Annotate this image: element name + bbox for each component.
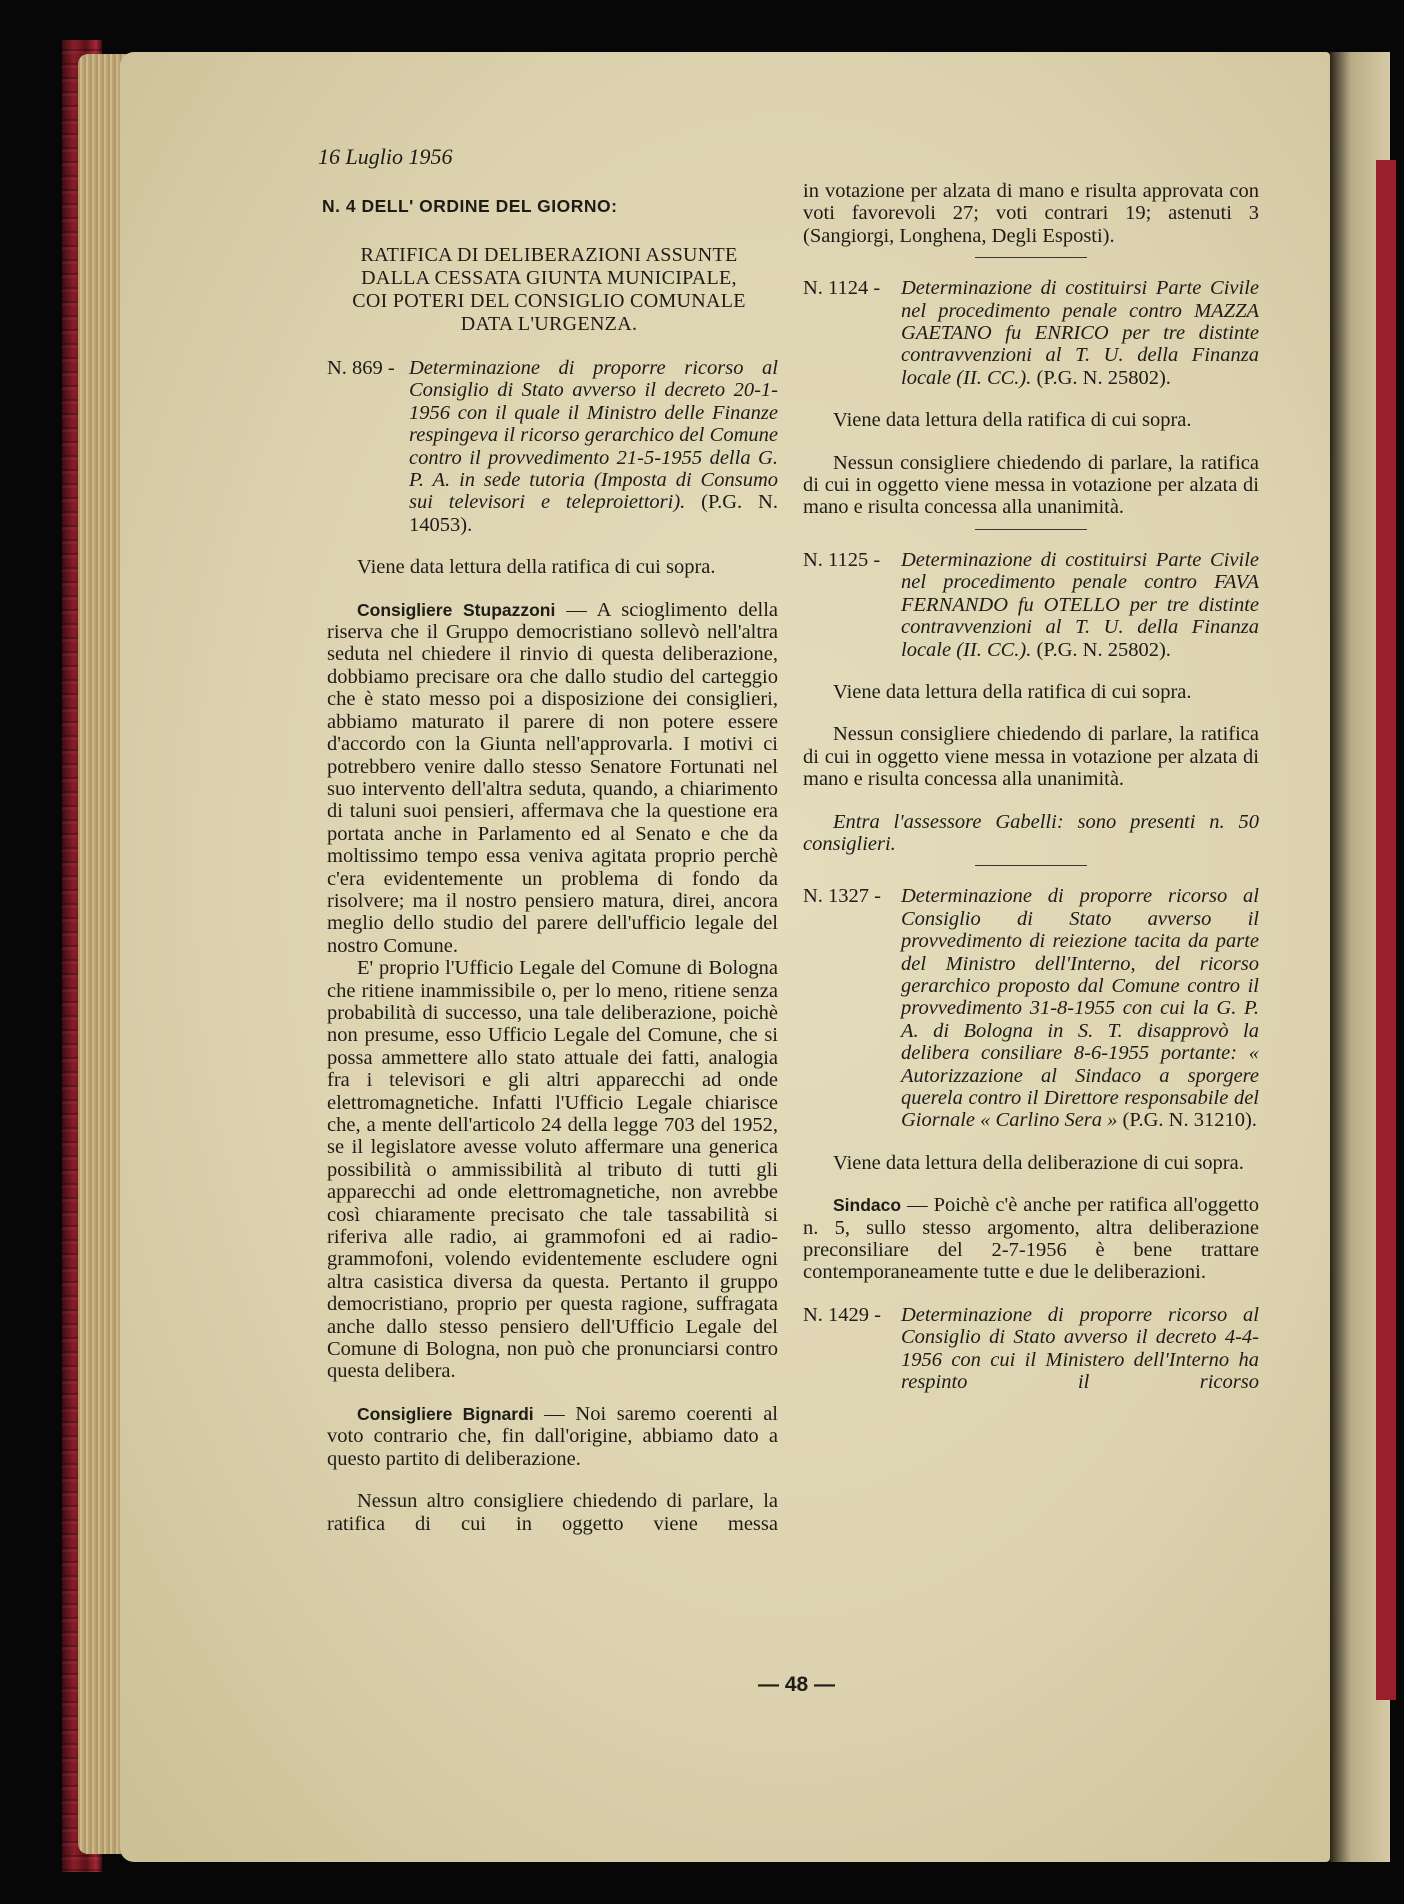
attendance-note: Entra l'assessore Gabelli: sono presenti n. 50 consiglieri.	[803, 810, 1259, 855]
deliberation-1124	[803, 277, 1259, 389]
cover-edge	[1376, 160, 1396, 1700]
protocol-number: (P.G. N. 14053).	[409, 491, 778, 536]
reading-note: Viene data lettura della ratifica di cui sopra.	[833, 680, 1192, 703]
vote-result: in votazione per alzata di mano e risulta approvata con voti favorevoli 27; voti contrari 19; astenuti 3 (Sangiorgi, Longhena, Degli Esposti).	[803, 180, 1259, 247]
deliberation-number: N. 1124 -	[803, 277, 881, 300]
deliberation-1125	[803, 549, 1259, 661]
right-column	[803, 180, 1259, 1393]
vote-result: Nessun consigliere chiedendo di parlare, la ratifica di cui in oggetto viene messa in votazione per alzata di mano e risulta concessa alla unanimità.	[803, 451, 1259, 519]
reading-note: Viene data lettura della ratifica di cui sopra.	[833, 409, 1192, 432]
deliberation-number: N. 1327 -	[803, 885, 882, 908]
deliberation-description: Determinazione di proporre ricorso al Consiglio di Stato avverso il decreto 4-4-1956 con cui il Ministero dell'Interno ha respinto il ricorso	[901, 1303, 1259, 1394]
protocol-number: (P.G. N. 31210).	[1122, 1109, 1257, 1132]
deliberation-1327	[803, 885, 1259, 1131]
reading-note: Viene data lettura della ratifica di cui sopra.	[357, 556, 716, 579]
title-line: DATA L'URGENZA.	[460, 313, 638, 335]
deliberation-number: N. 1429 -	[803, 1303, 882, 1326]
deliberation-description: Determinazione di proporre ricorso al Consiglio di Stato avverso il decreto 20-1-1956 con il quale il Ministro delle Finanze respingeva il ricorso gerarchico del Comune contro il provvedimento 21-5-1955 della G. P. A. in sede tutoria (Imposta di Consumo sui televisori e teleproiettori).	[409, 357, 778, 514]
deliberation-1429	[803, 1304, 1259, 1394]
speech-stupazzoni	[327, 599, 778, 958]
speech-paragraph: E' proprio l'Ufficio Legale del Comune di Bologna che ritiene inammissibile o, per lo meno, ritiene senza probabilità di successo, una tale deliberazione, poichè non presume, esso Ufficio Legale del Comune, che si possa ammettere allo stato attuale dei fatti, analogia fra i televisori e gli altri apparecchi ad onde elettromagnetiche. Infatti l'Ufficio Legale chiarisce che, a mente dell'articolo 24 della legge 703 del 1952, se il legislatore avesse voluto affermare una generica possibilità o ammissibilità al tributo di tutti gli apparecchi ad onde elettromagnetiche, non avrebbe così chiaramente precisato che tale tassabilità si riferiva alle radio, ai grammofoni ed ai radio-grammofoni, volendo evidentemente escludere ogni altra casistica diversa da questa. Pertanto il gruppo democristiano, proprio per questa ragione, suffragata anche dallo stesso pensiero dell'Ufficio Legale del Comune di Bologna, non può che pronunciarsi contro questa delibera.	[327, 957, 778, 1383]
speaker-name: Consigliere Stupazzoni	[357, 599, 556, 620]
left-column	[327, 357, 778, 1535]
title-line: DALLA CESSATA GIUNTA MUNICIPALE,	[361, 267, 737, 289]
deliberation-number: N. 869 -	[327, 357, 395, 379]
deliberation-text	[901, 549, 1259, 661]
protocol-number: (P.G. N. 25802).	[1036, 366, 1171, 389]
separator-rule	[975, 865, 1087, 866]
deliberation-description: Determinazione di proporre ricorso al Consiglio di Stato avverso il provvedimento di reiezione tacita da parte del Ministro dell'Interno, del ricorso gerarchico proposto dal Comune contro il provvedimento 31-8-1955 con cui la G. P. A. di Bologna in S. T. disapprovò la delibera consiliare 8-6-1955 portante: « Autorizzazione al Sindaco a sporgere querela contro il Direttore responsabile del Giornale « Carlino Sera »	[901, 885, 1259, 1132]
speech-sindaco	[803, 1194, 1259, 1284]
speech-text: — A scioglimento della riserva che il Gruppo democristiano sollevò nell'altra seduta nel chiedere il rinvio di questa deliberazione, dobbiamo precisare ora che dallo studio del carteggio che è stato messo poi a disposizione dei consiglieri, abbiamo maturato il parere di non potere essere d'accordo con la Giunta nell'approvarla. I motivi ci potrebbero venire dallo stesso Senatore Fortunati nel suo intervento dell'altra seduta, quando, a chiarimento di taluni suoi pensieri, affermava che la questione era portata anche in Parlamento ed al Senato e che da moltissimo tempo essa veniva agitata proprio perchè c'era evidentemente un problema di fondo da risolvere; ma il nostro pensiero matura, direi, ancora meglio dello studio del parere dell'ufficio legale del nostro Comune.	[327, 598, 778, 957]
deliberation-number: N. 1125 -	[803, 548, 881, 571]
speech-text: — Noi saremo coerenti al voto contrario che, fin dall'origine, abbiamo dato a questo partito di deliberazione.	[327, 1402, 779, 1470]
deliberation-description: Determinazione di costituirsi Parte Civile nel procedimento penale contro MAZZA GAETANO fu ENRICO per tre distinte contravvenzioni al T. U. della Finanza locale (II. CC.).	[901, 277, 1259, 389]
title-line: RATIFICA DI DELIBERAZIONI ASSUNTE	[360, 244, 738, 266]
deliberation-text	[901, 885, 1259, 1131]
speaker-name: Sindaco	[833, 1195, 902, 1216]
deliberation-description: Determinazione di costituirsi Parte Civile nel procedimento penale contro FAVA FERNANDO fu OTELLO per tre distinte contravvenzioni al T. U. della Finanza locale (II. CC.).	[901, 548, 1259, 661]
vote-paragraph: Nessun altro consigliere chiedendo di parlare, la ratifica di cui in oggetto viene messa	[327, 1490, 778, 1535]
deliberation-869	[327, 357, 778, 536]
speech-text: — Poichè c'è anche per ratifica all'oggetto n. 5, sullo stesso argomento, altra deliberazione preconsiliare del 2-7-1956 è bene trattare contemporaneamente tutte e due le deliberazioni.	[803, 1194, 1260, 1284]
deliberation-text	[901, 277, 1259, 389]
page-number: — 48 —	[758, 1673, 836, 1696]
deliberation-text	[409, 357, 778, 536]
separator-rule	[975, 257, 1087, 258]
vote-result: Nessun consigliere chiedendo di parlare, la ratifica di cui in oggetto viene messa in votazione per alzata di mano e risulta concessa alla unanimità.	[803, 723, 1259, 791]
section-title	[318, 244, 780, 336]
protocol-number: (P.G. N. 25802).	[1036, 638, 1171, 661]
speech-bignardi	[327, 1403, 778, 1470]
page-date: 16 Luglio 1956	[318, 144, 453, 169]
reading-note: Viene data lettura della deliberazione di cui sopra.	[833, 1151, 1244, 1174]
agenda-item-heading: N. 4 DELL' ORDINE DEL GIORNO:	[322, 196, 618, 216]
title-line: COI POTERI DEL CONSIGLIO COMUNALE	[352, 290, 746, 312]
speaker-name: Consigliere Bignardi	[357, 1403, 534, 1424]
separator-rule	[975, 529, 1087, 530]
